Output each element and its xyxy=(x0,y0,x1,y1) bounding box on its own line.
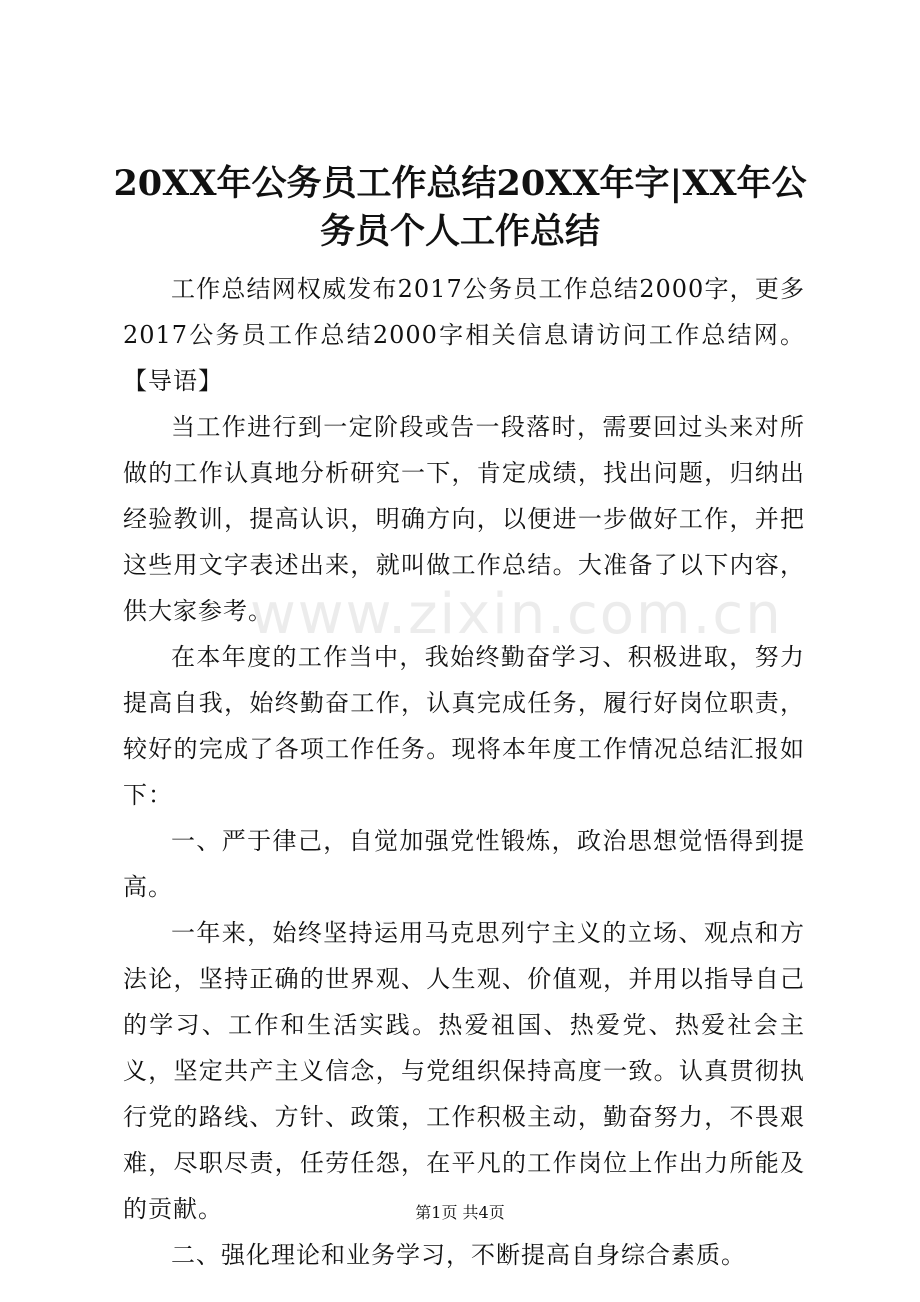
page-footer: 第1页 共4页 xyxy=(415,1203,505,1222)
paragraph-overview: 在本年度的工作当中，我始终勤奋学习、积极进取，努力提高自我，始终勤奋工作，认真完成任务，履行好岗位职责，较好的完成了各项工作任务。现将本年度工作情况总结汇报如下： xyxy=(123,643,805,809)
section-heading-2: 二、强化理论和业务学习，不断提高自身综合素质。 xyxy=(171,1241,746,1269)
section-heading-1: 一、严于律己，自觉加强党性锻炼，政治思想觉悟得到提高。 xyxy=(123,827,805,901)
paragraph-intro: 工作总结网权威发布2017公务员工作总结2000字，更多2017公务员工作总结2000字相关信息请访问工作总结网。【导语】 xyxy=(123,275,805,395)
document-body xyxy=(123,266,805,1278)
document-title: 20XX年公务员工作总结20XX年字|XX年公务员个人工作总结 xyxy=(113,163,807,252)
watermark: www.zixin.com.cn xyxy=(250,582,783,647)
paragraph-preface: 当工作进行到一定阶段或告一段落时，需要回过头来对所做的工作认真地分析研究一下，肯定成绩，找出问题，归纳出经验教训，提高认识，明确方向，以便进一步做好工作，并把这些用文字表述出来，就叫做工作总结。大准备了以下内容，供大家参考。 xyxy=(123,413,805,625)
paragraph-section-1: 一年来，始终坚持运用马克思列宁主义的立场、观点和方法论，坚持正确的世界观、人生观、价值观，并用以指导自己的学习、工作和生活实践。热爱祖国、热爱党、热爱社会主义，坚定共产主义信念，与党组织保持高度一致。认真贯彻执行党的路线、方针、政策，工作积极主动，勤奋努力，不畏艰难，尽职尽责，任劳任怨，在平凡的工作岗位上作出力所能及的贡献。 xyxy=(123,919,805,1223)
